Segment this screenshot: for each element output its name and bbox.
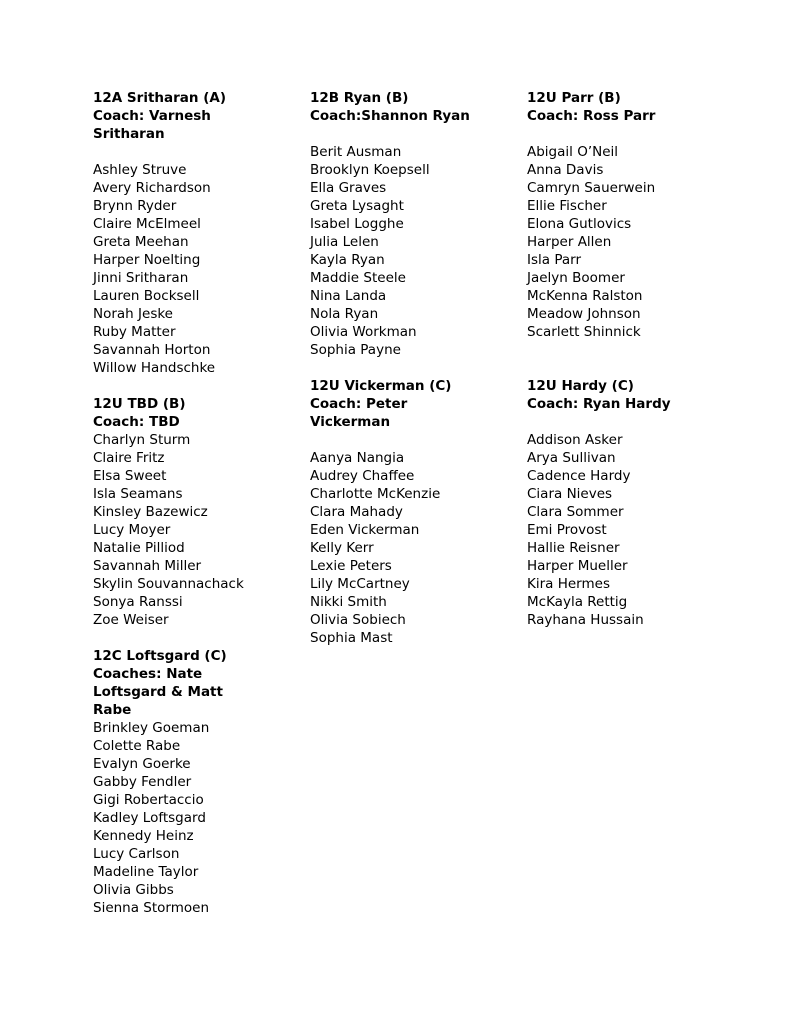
player-name: Greta Meehan <box>93 234 189 250</box>
player-name: Lucy Moyer <box>93 522 171 538</box>
player-name: Rayhana Hussain <box>527 612 644 628</box>
player-name: Savannah Miller <box>93 558 202 574</box>
player-name: Brinkley Goeman <box>93 720 210 736</box>
player-name: Willow Handschke <box>93 360 216 376</box>
player-name: Gabby Fendler <box>93 774 192 790</box>
player-name: Aanya Nangia <box>310 450 405 466</box>
player-name: Savannah Horton <box>93 342 211 358</box>
player-name: Cadence Hardy <box>527 468 631 484</box>
player-name: Berit Ausman <box>310 144 402 160</box>
blank-line <box>527 359 741 377</box>
player-name: Scarlett Shinnick <box>527 324 641 340</box>
player-name: Sophia Payne <box>310 342 401 358</box>
player-name: Camryn Sauerwein <box>527 180 656 196</box>
coach-line: Coach: Varnesh <box>93 108 211 124</box>
player-name: Zoe Weiser <box>93 612 169 628</box>
player-name: Hallie Reisner <box>527 540 620 556</box>
team-title: 12U Hardy (C) <box>527 378 634 394</box>
player-name: Lucy Carlson <box>93 846 180 862</box>
player-name: Arya Sullivan <box>527 450 616 466</box>
player-name: Elona Gutlovics <box>527 216 632 232</box>
player-name: Kayla Ryan <box>310 252 385 268</box>
player-name: Lauren Bocksell <box>93 288 200 304</box>
player-name: Addison Asker <box>527 432 623 448</box>
player-name: Lily McCartney <box>310 576 410 592</box>
player-name: Skylin Souvannachack <box>93 576 244 592</box>
player-name: Ciara Nieves <box>527 486 613 502</box>
coach-line: Loftsgard & Matt <box>93 684 223 700</box>
roster-column-middle <box>310 89 524 647</box>
player-name: Olivia Workman <box>310 324 417 340</box>
player-name: Sophia Mast <box>310 630 393 646</box>
player-name: Evalyn Goerke <box>93 756 191 772</box>
player-name: Isla Seamans <box>93 486 183 502</box>
player-name: Eden Vickerman <box>310 522 420 538</box>
player-name: McKayla Rettig <box>527 594 628 610</box>
player-name: Colette Rabe <box>93 738 181 754</box>
roster-column-left <box>93 89 307 917</box>
player-name: Claire McElmeel <box>93 216 201 232</box>
coach-line: Coaches: Nate <box>93 666 203 682</box>
player-name: Kira Hermes <box>527 576 610 592</box>
player-name: Nina Landa <box>310 288 387 304</box>
player-name: Isla Parr <box>527 252 581 268</box>
player-name: Olivia Sobiech <box>310 612 406 628</box>
player-name: Norah Jeske <box>93 306 173 322</box>
blank-line <box>93 143 307 161</box>
player-name: Olivia Gibbs <box>93 882 174 898</box>
coach-line: Vickerman <box>310 414 391 430</box>
blank-line <box>527 125 741 143</box>
player-name: Ellie Fischer <box>527 198 607 214</box>
player-name: Jinni Sritharan <box>93 270 189 286</box>
player-name: Claire Fritz <box>93 450 165 466</box>
player-name: Ella Graves <box>310 180 387 196</box>
coach-line: Coach: Ryan Hardy <box>527 396 671 412</box>
blank-line <box>93 377 307 395</box>
player-name: Sienna Stormoen <box>93 900 210 916</box>
player-name: Maddie Steele <box>310 270 406 286</box>
player-name: Avery Richardson <box>93 180 211 196</box>
coach-line: Rabe <box>93 702 132 718</box>
player-name: Audrey Chaffee <box>310 468 415 484</box>
team-title: 12A Sritharan (A) <box>93 90 226 106</box>
player-name: Ashley Struve <box>93 162 187 178</box>
player-name: Greta Lysaght <box>310 198 404 214</box>
blank-line <box>310 431 524 449</box>
player-name: Gigi Robertaccio <box>93 792 204 808</box>
player-name: Clara Mahady <box>310 504 403 520</box>
team-title: 12U TBD (B) <box>93 396 186 412</box>
coach-line: Coach: Peter <box>310 396 408 412</box>
player-name: Meadow Johnson <box>527 306 641 322</box>
player-name: Brooklyn Koepsell <box>310 162 430 178</box>
player-name: McKenna Ralston <box>527 288 643 304</box>
player-name: Harper Noelting <box>93 252 201 268</box>
blank-line <box>310 125 524 143</box>
player-name: Clara Sommer <box>527 504 624 520</box>
team-title: 12U Vickerman (C) <box>310 378 452 394</box>
player-name: Jaelyn Boomer <box>527 270 625 286</box>
coach-line: Coach: Ross Parr <box>527 108 656 124</box>
player-name: Nola Ryan <box>310 306 379 322</box>
player-name: Harper Mueller <box>527 558 628 574</box>
roster-column-right <box>527 89 741 629</box>
player-name: Anna Davis <box>527 162 604 178</box>
team-title: 12C Loftsgard (C) <box>93 648 227 664</box>
player-name: Kennedy Heinz <box>93 828 194 844</box>
team-title: 12U Parr (B) <box>527 90 621 106</box>
blank-line <box>310 359 524 377</box>
player-name: Kadley Loftsgard <box>93 810 206 826</box>
player-name: Emi Provost <box>527 522 607 538</box>
team-title: 12B Ryan (B) <box>310 90 409 106</box>
player-name: Julia Lelen <box>310 234 379 250</box>
player-name: Nikki Smith <box>310 594 387 610</box>
player-name: Lexie Peters <box>310 558 392 574</box>
coach-line: Sritharan <box>93 126 165 142</box>
coach-line: Coach: TBD <box>93 414 180 430</box>
blank-line <box>527 341 741 359</box>
player-name: Elsa Sweet <box>93 468 167 484</box>
blank-line <box>93 629 307 647</box>
player-name: Kelly Kerr <box>310 540 374 556</box>
player-name: Kinsley Bazewicz <box>93 504 208 520</box>
player-name: Madeline Taylor <box>93 864 199 880</box>
player-name: Isabel Logghe <box>310 216 404 232</box>
player-name: Sonya Ranssi <box>93 594 183 610</box>
player-name: Ruby Matter <box>93 324 176 340</box>
blank-line <box>527 413 741 431</box>
player-name: Natalie Pilliod <box>93 540 185 556</box>
player-name: Harper Allen <box>527 234 612 250</box>
player-name: Charlotte McKenzie <box>310 486 441 502</box>
coach-line: Coach:Shannon Ryan <box>310 108 470 124</box>
player-name: Abigail O’Neil <box>527 144 619 160</box>
player-name: Brynn Ryder <box>93 198 177 214</box>
player-name: Charlyn Sturm <box>93 432 191 448</box>
